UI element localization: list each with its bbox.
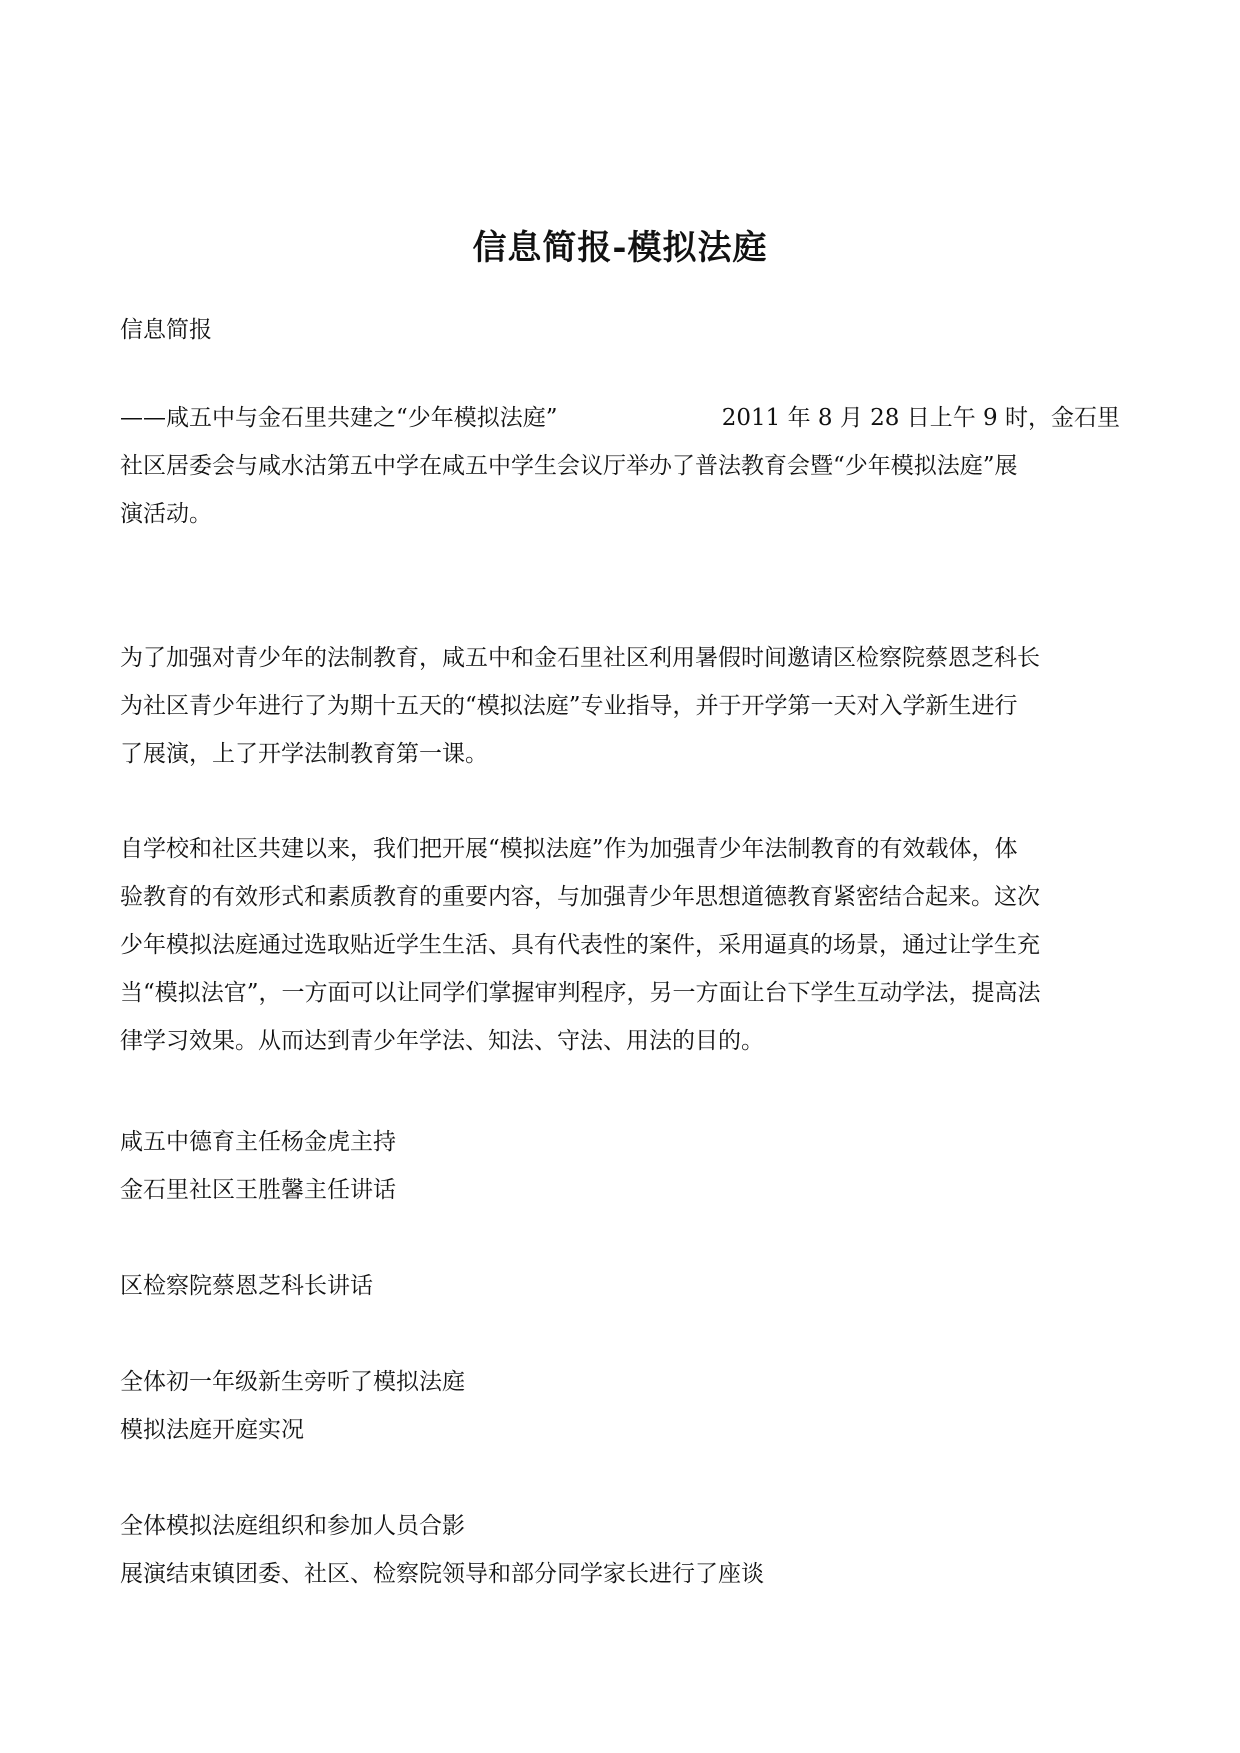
intro-paragraph: [120, 394, 1120, 538]
photo-caption: 模拟法庭开庭实况: [120, 1417, 304, 1443]
photo-caption: 咸五中德育主任杨金虎主持: [120, 1129, 396, 1155]
paragraph-line: 自学校和社区共建以来，我们把开展“模拟法庭”作为加强青少年法制教育的有效载体，体: [120, 836, 1018, 862]
intro-line: 社区居委会与咸水沽第五中学在咸五中学生会议厅举办了普法教育会暨“少年模拟法庭”展: [120, 453, 1018, 479]
paragraph-line: 验教育的有效形式和素质教育的重要内容，与加强青少年思想道德教育紧密结合起来。这次: [120, 884, 1040, 910]
paragraph-line: 律学习效果。从而达到青少年学法、知法、守法、用法的目的。: [120, 1028, 764, 1054]
document-title: 信息简报-模拟法庭: [472, 228, 768, 268]
paragraph-line: 了展演，上了开学法制教育第一课。: [120, 741, 488, 767]
intro-date: 2011 年 8 月 28 日上午 9 时，金石里: [721, 405, 1120, 431]
intro-subtitle: ——咸五中与金石里共建之“少年模拟法庭”: [120, 405, 558, 431]
paragraph-mock-court: [120, 825, 1120, 1065]
photo-caption: 展演结束镇团委、社区、检察院领导和部分同学家长进行了座谈: [120, 1561, 764, 1587]
paragraph-legal-education: [120, 634, 1120, 778]
intro-line: 演活动。: [120, 501, 212, 527]
paragraph-line: 少年模拟法庭通过选取贴近学生生活、具有代表性的案件，采用逼真的场景，通过让学生充: [120, 932, 1040, 958]
paragraph-line: 当“模拟法官”，一方面可以让同学们掌握审判程序，另一方面让台下学生互动学法，提高法: [120, 980, 1041, 1006]
section-heading: 信息简报: [120, 317, 212, 343]
paragraph-line: 为了加强对青少年的法制教育，咸五中和金石里社区利用暑假时间邀请区检察院蔡恩芝科长: [120, 645, 1040, 671]
photo-caption: 全体初一年级新生旁听了模拟法庭: [120, 1369, 465, 1395]
intro-first-line: [120, 394, 1120, 442]
paragraph-line: 为社区青少年进行了为期十五天的“模拟法庭”专业指导，并于开学第一天对入学新生进行: [120, 693, 1018, 719]
photo-caption: 金石里社区王胜馨主任讲话: [120, 1177, 396, 1203]
photo-caption: 区检察院蔡恩芝科长讲话: [120, 1273, 373, 1299]
photo-caption: 全体模拟法庭组织和参加人员合影: [120, 1513, 465, 1539]
